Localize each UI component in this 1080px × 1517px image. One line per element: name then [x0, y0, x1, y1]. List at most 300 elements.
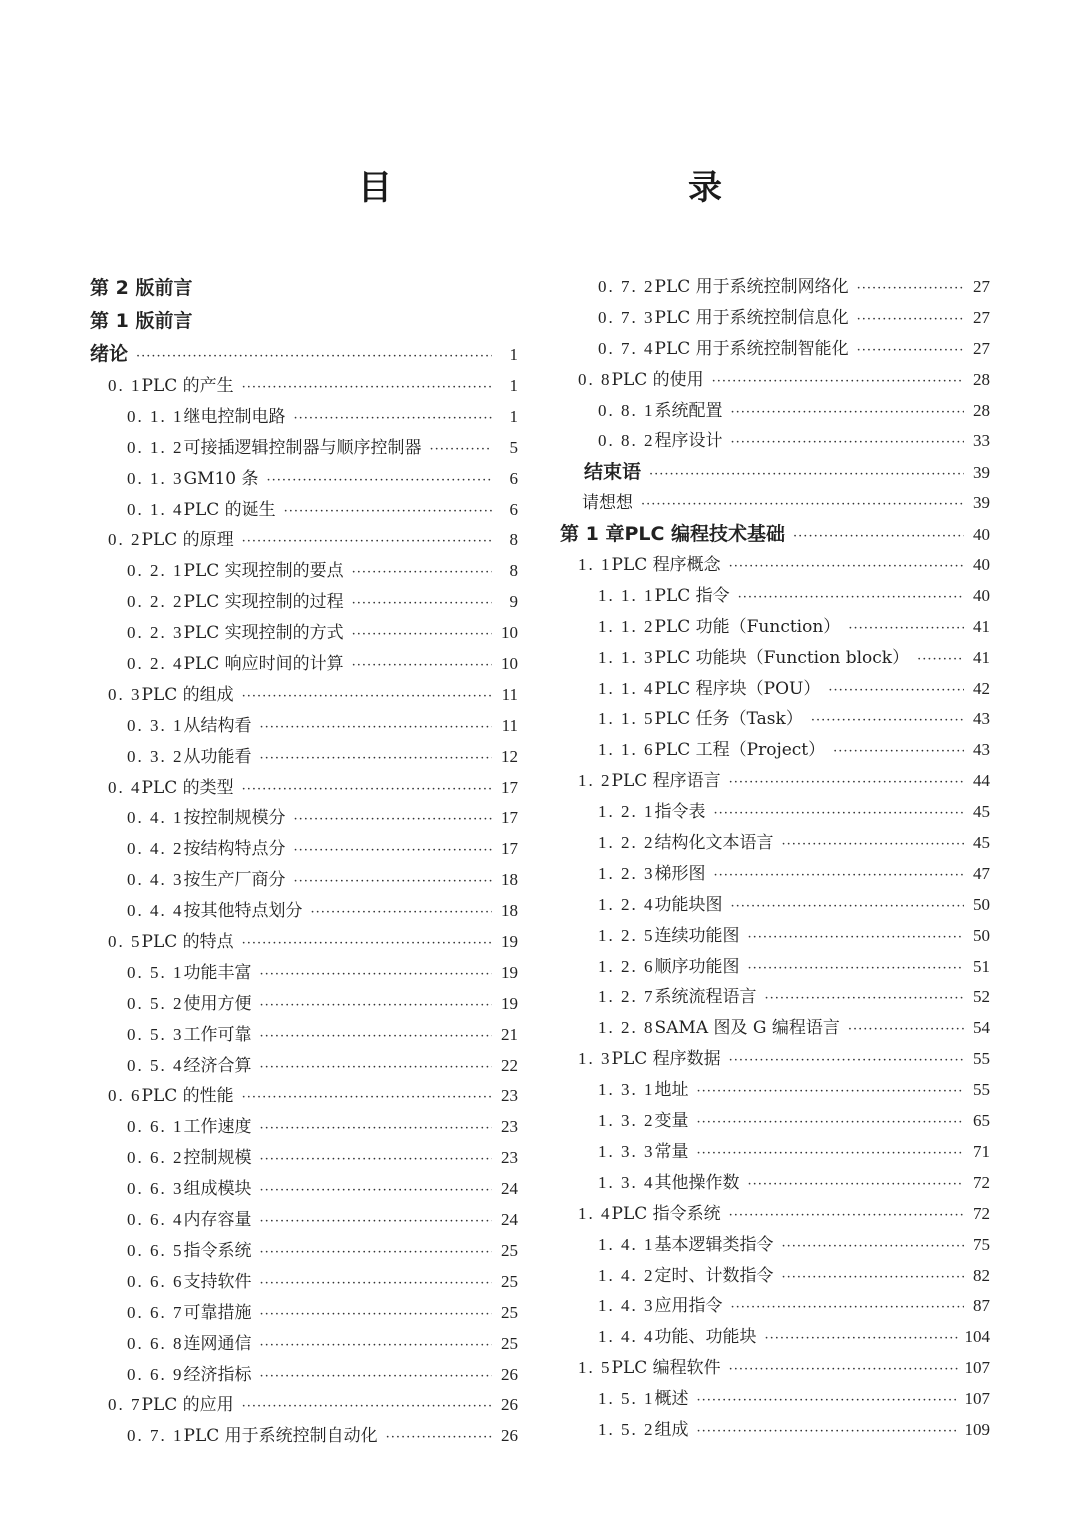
toc-entry[interactable] — [560, 982, 990, 1013]
toc-entry-page: 11 — [501, 715, 518, 735]
toc-entry-title: 指令表 — [654, 802, 706, 823]
toc-entry[interactable] — [90, 1174, 518, 1205]
toc-entry-number: 1. 1. 4 — [598, 678, 655, 698]
toc-entry-number: 1. 5. 2 — [598, 1419, 655, 1439]
toc-dot-leader — [917, 645, 964, 676]
toc-dot-leader — [848, 614, 964, 645]
toc-entry-number: 0. 1. 1 — [127, 406, 184, 426]
toc-entry-title: 指令系统 — [183, 1240, 252, 1261]
toc-dot-leader — [857, 336, 964, 367]
toc-entry-title: PLC 的特点 — [141, 932, 234, 953]
toc-entry[interactable] — [560, 1291, 990, 1322]
toc-entry-title: 连续功能图 — [654, 925, 740, 946]
toc-dot-leader — [242, 775, 492, 806]
toc-dot-leader — [311, 898, 493, 929]
toc-entry-title: 应用指令 — [654, 1296, 723, 1317]
toc-entry-title: PLC 功能（Function） — [654, 616, 841, 637]
toc-entry[interactable] — [560, 365, 990, 396]
toc-dot-leader — [782, 830, 965, 861]
toc-entry[interactable] — [90, 989, 518, 1020]
toc-entry[interactable] — [90, 1112, 518, 1143]
toc-entry-page: 52 — [973, 987, 990, 1007]
toc-entry-number: 1. 2. 5 — [598, 925, 655, 945]
toc-entry-title: 结束语 — [584, 461, 642, 484]
toc-dot-leader — [242, 1392, 492, 1423]
toc-entry-title: PLC 的应用 — [141, 1395, 234, 1416]
toc-dot-leader — [833, 737, 964, 768]
toc-entry[interactable] — [90, 865, 518, 896]
toc-entry-page: 26 — [501, 1364, 518, 1384]
toc-entry-number: 0. 7. 1 — [127, 1426, 184, 1446]
toc-entry-page: 43 — [973, 740, 990, 760]
toc-entry-title: PLC 功能块（Function block） — [654, 647, 910, 668]
toc-entry[interactable] — [90, 1020, 518, 1051]
toc-entry-title: 第 1 版前言 — [90, 310, 193, 332]
toc-dot-leader — [748, 954, 965, 985]
toc-entry-number: 0. 4. 4 — [127, 901, 184, 921]
toc-dot-leader — [731, 892, 965, 923]
toc-entry-number: 0. 3 — [108, 684, 142, 704]
toc-dot-leader — [782, 1263, 965, 1294]
toc-entry-number: 0. 6. 3 — [127, 1179, 184, 1199]
toc-entry-number: 0. 5. 4 — [127, 1055, 184, 1075]
toc-entry[interactable] — [560, 643, 990, 674]
toc-entry[interactable] — [90, 1298, 518, 1329]
toc-entry-title: 控制规模 — [183, 1148, 252, 1169]
toc-entry[interactable] — [560, 1384, 990, 1415]
toc-entry-number: 0. 2. 2 — [127, 592, 184, 612]
toc-entry-title: 第 2 版前言 — [90, 277, 193, 299]
toc-entry-page: 25 — [501, 1333, 518, 1353]
toc-dot-leader — [267, 466, 492, 497]
toc-entry-title: 按生产厂商分 — [183, 870, 286, 891]
toc-entry-number: 1. 4. 4 — [598, 1327, 655, 1347]
toc-dot-leader — [848, 1015, 964, 1046]
toc-entry-number: 1. 3. 2 — [598, 1111, 655, 1131]
toc-dot-leader — [260, 1238, 493, 1269]
toc-entry-page: 39 — [973, 493, 990, 513]
toc-entry-title: 系统流程语言 — [654, 987, 757, 1008]
toc-entry-page: 72 — [973, 1172, 990, 1192]
toc-entry-number: 0. 4. 2 — [127, 839, 184, 859]
toc-entry[interactable] — [90, 896, 518, 927]
toc-entry[interactable] — [90, 1081, 518, 1112]
toc-entry-title: PLC 用于系统控制信息化 — [654, 307, 849, 328]
toc-dot-leader — [649, 460, 964, 491]
toc-entry-title: 绪论 — [90, 343, 129, 365]
toc-entry[interactable] — [90, 773, 518, 804]
toc-entry-page: 11 — [501, 684, 518, 704]
toc-entry-number: 0. 7. 4 — [598, 338, 655, 358]
toc-dot-leader — [242, 527, 492, 558]
toc-entry[interactable] — [90, 927, 518, 958]
toc-entry[interactable] — [560, 890, 990, 921]
toc-entry[interactable] — [560, 1168, 990, 1199]
toc-entry-number: 1. 2. 1 — [598, 802, 655, 822]
toc-dot-leader — [748, 923, 965, 954]
toc-entry-page: 1 — [509, 406, 518, 426]
toc-entry-number: 0. 3. 1 — [127, 715, 184, 735]
toc-entry-title: 顺序功能图 — [654, 956, 740, 977]
toc-entry-title: 地址 — [654, 1080, 689, 1101]
toc-entry-page: 24 — [501, 1210, 518, 1230]
toc-entry-number: 0. 8 — [578, 369, 612, 389]
toc-dot-leader — [260, 1053, 493, 1084]
toc-dot-leader — [765, 1324, 959, 1355]
toc-dot-leader — [729, 552, 964, 583]
toc-entry[interactable] — [560, 921, 990, 952]
toc-entry-page: 22 — [501, 1055, 518, 1075]
toc-entry-number: 1. 4 — [578, 1203, 612, 1223]
toc-entry[interactable] — [90, 556, 518, 587]
toc-entry-page: 75 — [973, 1234, 990, 1254]
toc-entry-page: 23 — [501, 1117, 518, 1137]
toc-entry-title: 工作速度 — [183, 1117, 252, 1138]
toc-entry[interactable] — [90, 834, 518, 865]
toc-dot-leader — [697, 1139, 965, 1170]
toc-entry[interactable] — [90, 711, 518, 742]
toc-entry[interactable] — [560, 612, 990, 643]
toc-entry-page: 28 — [973, 369, 990, 389]
toc-entry[interactable] — [560, 1230, 990, 1261]
toc-entry[interactable] — [560, 488, 990, 519]
toc-entry-number: 0. 8. 2 — [598, 431, 655, 451]
toc-entry-title: 概述 — [654, 1389, 689, 1410]
toc-entry-number: 1. 2. 2 — [598, 833, 655, 853]
toc-entry[interactable] — [560, 859, 990, 890]
toc-entry-page: 17 — [501, 777, 518, 797]
toc-entry[interactable] — [90, 587, 518, 618]
toc-dot-leader — [729, 768, 964, 799]
toc-entry[interactable] — [90, 1051, 518, 1082]
toc-entry-title: PLC 实现控制的过程 — [183, 592, 344, 613]
toc-entry-page: 54 — [973, 1018, 990, 1038]
toc-entry[interactable] — [90, 1267, 518, 1298]
toc-entry[interactable] — [90, 1329, 518, 1360]
toc-entry[interactable] — [90, 1205, 518, 1236]
toc-entry-number: 0. 5. 1 — [127, 962, 184, 982]
toc-dot-leader — [260, 1114, 493, 1145]
toc-entry-page: 19 — [501, 962, 518, 982]
toc-entry-title: PLC 的使用 — [611, 369, 704, 390]
toc-dot-leader — [294, 805, 493, 836]
toc-entry-page: 41 — [973, 647, 990, 667]
toc-entry[interactable] — [90, 433, 518, 464]
toc-entry-title: 连网通信 — [183, 1333, 252, 1354]
toc-entry-title: 组成 — [654, 1419, 689, 1440]
toc-entry[interactable] — [90, 402, 518, 433]
toc-entry[interactable] — [560, 1322, 990, 1353]
toc-dot-leader — [714, 861, 965, 892]
toc-entry-title: 请想想 — [582, 493, 633, 514]
toc-dot-leader — [294, 836, 493, 867]
toc-dot-leader — [260, 1145, 493, 1176]
toc-entry[interactable] — [90, 1143, 518, 1174]
toc-entry-number: 0. 1. 4 — [127, 499, 184, 519]
toc-entry-page: 25 — [501, 1302, 518, 1322]
toc-entry[interactable] — [560, 457, 990, 488]
toc-dot-leader — [857, 274, 964, 305]
toc-entry[interactable] — [560, 581, 990, 612]
toc-entry-number: 0. 6. 5 — [127, 1240, 184, 1260]
toc-entry[interactable] — [560, 1044, 990, 1075]
toc-entry-page: 27 — [973, 277, 990, 296]
toc-dot-leader — [136, 340, 492, 373]
toc-entry-number: 0. 6. 1 — [127, 1117, 184, 1137]
toc-entry-page: 45 — [973, 833, 990, 853]
toc-entry-title: PLC 的诞生 — [183, 499, 276, 520]
toc-entry-page: 27 — [973, 338, 990, 358]
toc-dot-leader — [242, 373, 492, 404]
toc-entry-page: 40 — [973, 555, 990, 575]
toc-entry-page: 42 — [973, 678, 990, 698]
toc-entry[interactable] — [90, 305, 518, 338]
toc-entry[interactable] — [90, 1421, 518, 1452]
toc-entry-page: 107 — [964, 1389, 990, 1409]
toc-dot-leader — [260, 1362, 493, 1393]
toc-entry[interactable] — [560, 1106, 990, 1137]
toc-entry-title: 程序设计 — [654, 431, 723, 452]
toc-entry[interactable] — [90, 958, 518, 989]
toc-entry-number: 0. 6. 6 — [127, 1271, 184, 1291]
toc-entry[interactable] — [560, 674, 990, 705]
toc-entry-number: 1. 2 — [578, 771, 612, 791]
toc-entry[interactable] — [560, 550, 990, 581]
toc-entry-page: 26 — [501, 1426, 518, 1446]
toc-dot-leader — [242, 1083, 492, 1114]
toc-entry-number: 1. 2. 6 — [598, 956, 655, 976]
toc-dot-leader — [697, 1417, 959, 1448]
toc-entry-number: 0. 8. 1 — [598, 400, 655, 420]
toc-entry-page: 72 — [973, 1203, 990, 1223]
toc-entry[interactable] — [90, 525, 518, 556]
toc-entry-page: 40 — [973, 525, 990, 545]
toc-entry-number: 1. 1. 3 — [598, 647, 655, 667]
toc-entry-title: PLC 工程（Project） — [654, 740, 826, 761]
toc-entry-number: 1. 3 — [578, 1049, 612, 1069]
toc-entry[interactable] — [560, 1199, 990, 1230]
toc-entry[interactable] — [560, 1075, 990, 1106]
toc-entry-page: 18 — [501, 901, 518, 921]
toc-entry-title: 继电控制电路 — [183, 406, 286, 427]
toc-entry-number: 0. 1. 2 — [127, 437, 184, 457]
toc-dot-leader — [260, 744, 493, 775]
toc-entry-title: PLC 的类型 — [141, 777, 234, 798]
toc-entry-number: 1. 4. 3 — [598, 1296, 655, 1316]
toc-entry-page: 50 — [973, 925, 990, 945]
toc-entry-page: 19 — [501, 932, 518, 952]
toc-right-column — [560, 272, 990, 1446]
toc-dot-leader — [729, 1355, 959, 1386]
toc-dot-leader — [260, 1331, 493, 1362]
toc-entry-title: 按结构特点分 — [183, 839, 286, 860]
toc-entry-page: 39 — [973, 463, 990, 483]
toc-dot-leader — [729, 1201, 964, 1232]
toc-entry-number: 0. 1. 3 — [127, 468, 184, 488]
toc-entry[interactable] — [90, 495, 518, 526]
toc-entry-title: 功能、功能块 — [654, 1327, 757, 1348]
toc-entry-title: PLC 程序块（POU） — [654, 678, 821, 699]
toc-dot-leader — [811, 706, 964, 737]
toc-entry[interactable] — [90, 803, 518, 834]
toc-entry-title: PLC 程序数据 — [611, 1049, 721, 1070]
toc-dot-leader — [260, 1269, 493, 1300]
toc-entry[interactable] — [90, 1390, 518, 1421]
toc-entry-page: 104 — [964, 1327, 990, 1347]
toc-entry-title: PLC 实现控制的要点 — [183, 561, 344, 582]
toc-entry-page: 9 — [509, 592, 518, 612]
toc-entry-page: 33 — [973, 431, 990, 451]
toc-dot-leader — [765, 984, 965, 1015]
toc-entry-page: 82 — [973, 1265, 990, 1285]
toc-entry-title: PLC 程序概念 — [611, 555, 721, 576]
toc-dot-leader — [352, 589, 492, 620]
toc-dot-leader — [242, 929, 492, 960]
toc-dot-leader — [641, 490, 964, 521]
page-title: 目 录 — [358, 168, 798, 208]
toc-entry-page: 25 — [501, 1240, 518, 1260]
toc-entry[interactable] — [90, 272, 518, 305]
toc-entry-number: 1. 1. 1 — [598, 585, 655, 605]
toc-entry[interactable] — [560, 396, 990, 427]
toc-entry-page: 8 — [509, 561, 518, 581]
toc-entry-number: 1. 4. 1 — [598, 1234, 655, 1254]
toc-entry[interactable] — [560, 828, 990, 859]
toc-entry-title: 组成模块 — [183, 1179, 252, 1200]
toc-entry-title: PLC 编程软件 — [611, 1358, 721, 1379]
toc-entry-page: 12 — [501, 746, 518, 766]
toc-entry-number: 1. 1. 6 — [598, 740, 655, 760]
toc-entry[interactable] — [90, 680, 518, 711]
toc-dot-leader — [242, 682, 492, 713]
toc-dot-leader — [748, 1170, 965, 1201]
toc-entry[interactable] — [560, 334, 990, 365]
toc-entry[interactable] — [560, 1137, 990, 1168]
toc-entry-title: 常量 — [654, 1141, 689, 1162]
toc-entry-page: 24 — [501, 1179, 518, 1199]
toc-entry[interactable] — [90, 1360, 518, 1391]
toc-entry[interactable] — [560, 735, 990, 766]
toc-entry-title: 变量 — [654, 1111, 689, 1132]
toc-entry[interactable] — [90, 618, 518, 649]
toc-entry[interactable] — [560, 797, 990, 828]
toc-entry-number: 1. 3. 1 — [598, 1080, 655, 1100]
toc-entry[interactable] — [90, 649, 518, 680]
toc-entry-page: 23 — [501, 1148, 518, 1168]
toc-entry-number: 1. 1. 5 — [598, 709, 655, 729]
toc-dot-leader — [352, 558, 492, 589]
toc-entry-title: PLC 实现控制的方式 — [183, 623, 344, 644]
toc-entry-page: 28 — [973, 400, 990, 420]
toc-entry-number: 0. 5. 2 — [127, 993, 184, 1013]
toc-entry-number: 0. 6. 8 — [127, 1333, 184, 1353]
toc-dot-leader — [697, 1077, 965, 1108]
toc-entry[interactable] — [90, 338, 518, 371]
toc-entry[interactable] — [560, 704, 990, 735]
toc-entry-page: 41 — [973, 616, 990, 636]
toc-entry[interactable] — [560, 519, 990, 550]
toc-entry-page: 65 — [973, 1111, 990, 1131]
toc-dot-leader — [714, 799, 965, 830]
toc-entry-title: PLC 指令 — [654, 585, 730, 606]
toc-entry-page: 1 — [509, 345, 518, 364]
toc-dot-leader — [712, 367, 964, 398]
toc-entry-number: 0. 5 — [108, 932, 142, 952]
toc-entry[interactable] — [560, 766, 990, 797]
toc-entry[interactable] — [560, 426, 990, 457]
toc-entry-number: 1. 5. 1 — [598, 1389, 655, 1409]
toc-entry[interactable] — [90, 742, 518, 773]
toc-entry[interactable] — [90, 1236, 518, 1267]
toc-entry-title: PLC 响应时间的计算 — [183, 654, 344, 675]
toc-entry-number: 0. 7. 3 — [598, 307, 655, 327]
toc-entry-title: PLC 程序语言 — [611, 771, 721, 792]
toc-entry-title: 定时、计数指令 — [654, 1265, 774, 1286]
toc-entry-number: 1. 2. 3 — [598, 863, 655, 883]
toc-entry-number: 1. 3. 4 — [598, 1172, 655, 1192]
toc-entry[interactable] — [90, 371, 518, 402]
toc-entry-page: 55 — [973, 1049, 990, 1069]
toc-entry-number: 0. 7 — [108, 1395, 142, 1415]
toc-entry-number: 1. 1 — [578, 555, 612, 575]
toc-entry-page: 5 — [509, 437, 518, 457]
toc-dot-leader — [828, 676, 964, 707]
toc-entry-title: 支持软件 — [183, 1271, 252, 1292]
toc-entry-number: 1. 2. 7 — [598, 987, 655, 1007]
toc-entry-title: PLC 用于系统控制自动化 — [183, 1426, 378, 1447]
toc-entry-title: 经济合算 — [183, 1055, 252, 1076]
toc-entry-title: 使用方便 — [183, 993, 252, 1014]
toc-dot-leader — [260, 991, 493, 1022]
toc-entry-title: GM10 条 — [183, 468, 259, 489]
toc-entry-page: 18 — [501, 870, 518, 890]
toc-entry-number: 1. 2. 8 — [598, 1018, 655, 1038]
toc-entry[interactable] — [560, 303, 990, 334]
toc-entry-title: 内存容量 — [183, 1210, 252, 1231]
toc-entry[interactable] — [560, 1013, 990, 1044]
toc-entry[interactable] — [560, 1261, 990, 1292]
toc-entry[interactable] — [560, 1353, 990, 1384]
toc-entry-page: 107 — [964, 1358, 990, 1378]
toc-entry-title: 按控制规模分 — [183, 808, 286, 829]
toc-entry[interactable] — [560, 1415, 990, 1446]
toc-entry-page: 26 — [501, 1395, 518, 1415]
toc-dot-leader — [731, 1293, 965, 1324]
toc-entry[interactable] — [560, 272, 990, 303]
toc-entry-number: 0. 5. 3 — [127, 1024, 184, 1044]
toc-entry-title: 功能块图 — [654, 894, 723, 915]
toc-entry-number: 0. 4. 1 — [127, 808, 184, 828]
toc-entry-number: 1. 1. 2 — [598, 616, 655, 636]
toc-entry[interactable] — [90, 464, 518, 495]
toc-entry-page: 71 — [973, 1141, 990, 1161]
toc-entry-page: 109 — [964, 1419, 990, 1439]
toc-entry-number: 0. 2. 4 — [127, 654, 184, 674]
toc-entry[interactable] — [560, 952, 990, 983]
toc-entry-page: 6 — [509, 468, 518, 488]
toc-entry-page: 6 — [509, 499, 518, 519]
toc-entry-title: PLC 用于系统控制网络化 — [654, 277, 849, 297]
toc-dot-leader — [352, 620, 492, 651]
toc-entry-title: 按其他特点划分 — [183, 901, 303, 922]
toc-entry-title: PLC 的组成 — [141, 684, 234, 705]
toc-dot-leader — [697, 1386, 959, 1417]
toc-dot-leader — [352, 651, 492, 682]
toc-entry-title: 系统配置 — [654, 400, 723, 421]
toc-entry-page: 27 — [973, 307, 990, 327]
toc-entry-number: 0. 6. 4 — [127, 1210, 184, 1230]
toc-entry-title: 功能丰富 — [183, 962, 252, 983]
